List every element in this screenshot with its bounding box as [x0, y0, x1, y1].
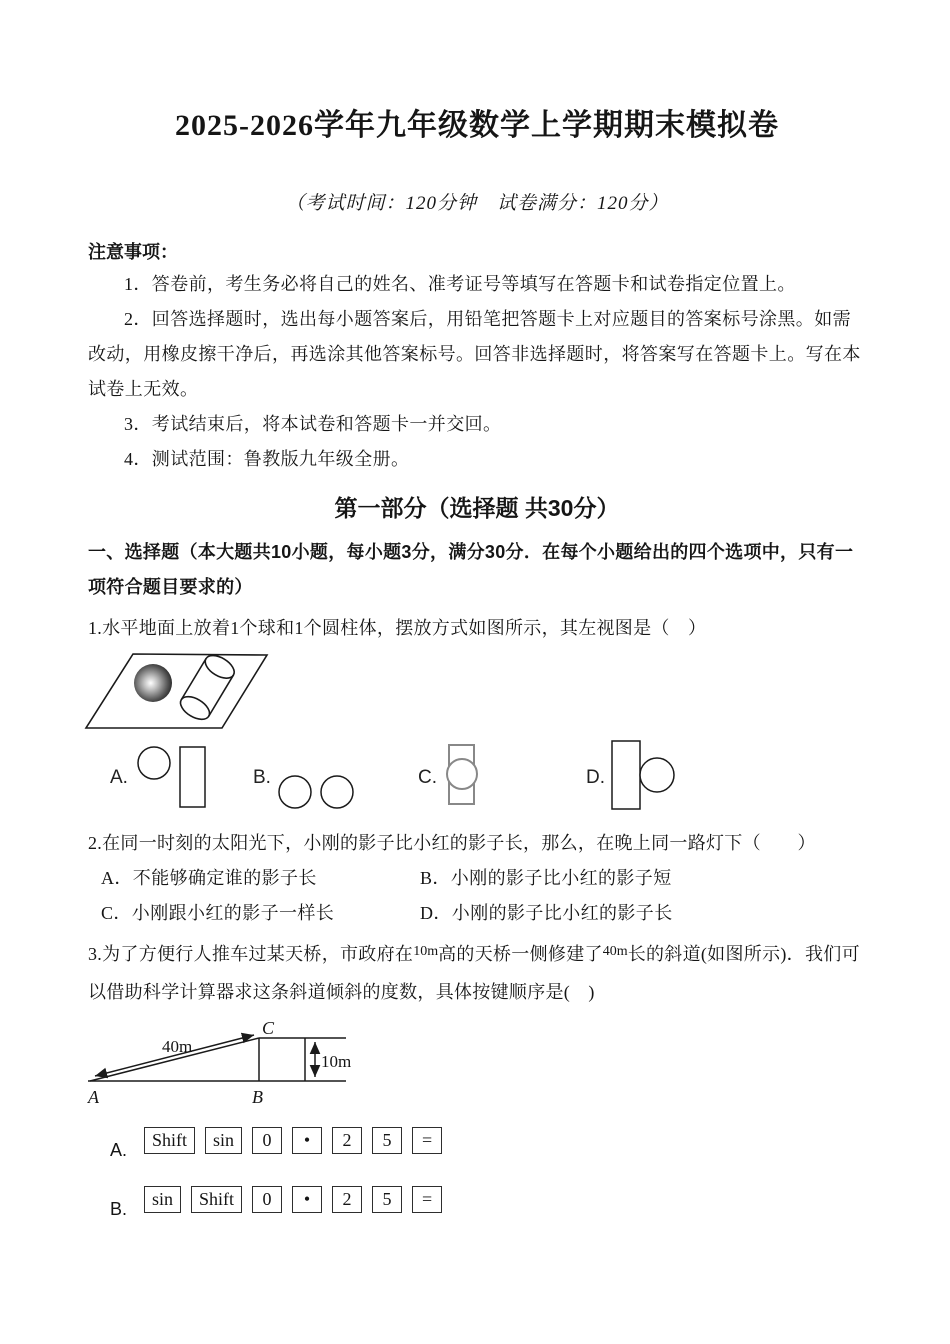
- calc-key-equals: =: [412, 1127, 442, 1154]
- question3-option-b: [110, 1186, 866, 1219]
- notice-heading: 注意事项：: [88, 242, 178, 262]
- calc-key-decimal: •: [292, 1186, 322, 1213]
- question1-text: 1.水平地面上放着1个球和1个圆柱体，摆放方式如图所示，其左视图是（ ）: [88, 618, 707, 638]
- notice-item-2: 2．回答选择题时，选出每小题答案后，用铅笔把答题卡上对应题目的答案标号涂黑。如需改动，用橡皮擦干净后，再选涂其他答案标号。回答非选择题时，将答案写在答题卡上。写在本试卷上无效。: [88, 309, 861, 399]
- q3-option-b-keys: [144, 1186, 442, 1213]
- calc-key-2: 2: [332, 1186, 362, 1213]
- calc-key-shift: Shift: [144, 1127, 195, 1154]
- q1-option-c-label: C.: [418, 767, 437, 788]
- bridge-height-label: 10m: [321, 1052, 352, 1071]
- sphere-shape: [134, 664, 172, 702]
- calc-key-0: 0: [252, 1127, 282, 1154]
- q1-option-d-label: D.: [586, 767, 605, 788]
- q3-text-part1: 3.为了方便行人推车过某天桥，市政府在: [88, 944, 414, 964]
- q2-option-a: A．不能够确定谁的影子长: [101, 868, 317, 888]
- point-c-label: C: [262, 1018, 275, 1038]
- calc-key-sin: sin: [144, 1186, 181, 1213]
- q1-option-d-circle: [640, 758, 674, 792]
- q1-option-b-circle-2: [321, 776, 353, 808]
- q1-option-a-rect: [180, 747, 205, 807]
- notice-item-3: 3．考试结束后，将本试卷和答题卡一并交回。: [124, 414, 502, 434]
- q1-option-c-circle: [447, 759, 477, 789]
- q3-option-b-label: B.: [110, 1199, 128, 1219]
- plane-parallelogram: [86, 654, 267, 728]
- q2-option-c: C．小刚跟小红的影子一样长: [101, 903, 335, 923]
- notice-item-4: 4．测试范围：鲁教版九年级全册。: [124, 449, 410, 469]
- q1-option-a-label: A.: [110, 767, 128, 788]
- q3-option-a-keys: [144, 1127, 442, 1154]
- q3-height-value: 10m: [413, 944, 439, 959]
- cylinder-shape: [177, 651, 238, 724]
- calc-key-0: 0: [252, 1186, 282, 1213]
- paper-subtitle: （考试时间：120分钟 试卷满分：120分）: [285, 193, 669, 214]
- question2-options: [101, 861, 866, 931]
- calc-key-equals: =: [412, 1186, 442, 1213]
- question3-option-a: [110, 1127, 866, 1160]
- point-a-label: A: [88, 1087, 99, 1107]
- ramp-length-label: 40m: [162, 1037, 193, 1056]
- question3-figure: [84, 1015, 404, 1113]
- paper-title: 2025-2026学年九年级数学上学期期末模拟卷: [175, 109, 779, 142]
- q2-option-b: B．小刚的影子比小红的影子短: [420, 868, 672, 888]
- section1-heading: 第一部分（选择题 共30分）: [334, 495, 620, 521]
- calc-key-2: 2: [332, 1127, 362, 1154]
- point-b-label: B: [252, 1087, 263, 1107]
- q3-text-part3: 长的斜道(如图所示)．我们可以借助科学计算器求这条斜道倾斜的度数，具体按键顺序是( ): [88, 944, 860, 1002]
- calc-key-shift: Shift: [191, 1186, 242, 1213]
- question2-text: 2.在同一时刻的太阳光下，小刚的影子比小红的影子长，那么，在晚上同一路灯下（ ）: [88, 833, 816, 853]
- calc-key-sin: sin: [205, 1127, 242, 1154]
- question1-figure: [82, 642, 702, 820]
- section1-intro: 一、选择题（本大题共10小题，每小题3分，满分30分．在每个小题给出的四个选项中，只有一项符合题目要求的）: [88, 542, 854, 597]
- q3-text-part2: 高的天桥一侧修建了: [438, 944, 603, 964]
- q3-ramp-value: 40m: [602, 944, 628, 959]
- notice-item-1: 1．答卷前，考生务必将自己的姓名、准考证号等填写在答题卡和试卷指定位置上。: [124, 274, 796, 294]
- q2-option-d: D．小刚的影子比小红的影子长: [420, 903, 673, 923]
- calc-key-decimal: •: [292, 1127, 322, 1154]
- calc-key-5: 5: [372, 1186, 402, 1213]
- q3-option-a-label: A.: [110, 1140, 128, 1160]
- question3-text: [88, 933, 866, 1011]
- q1-option-b-label: B.: [253, 767, 271, 788]
- q1-option-d-rect: [612, 741, 640, 809]
- q1-option-b-circle-1: [279, 776, 311, 808]
- q1-option-a-circle: [138, 747, 170, 779]
- calc-key-5: 5: [372, 1127, 402, 1154]
